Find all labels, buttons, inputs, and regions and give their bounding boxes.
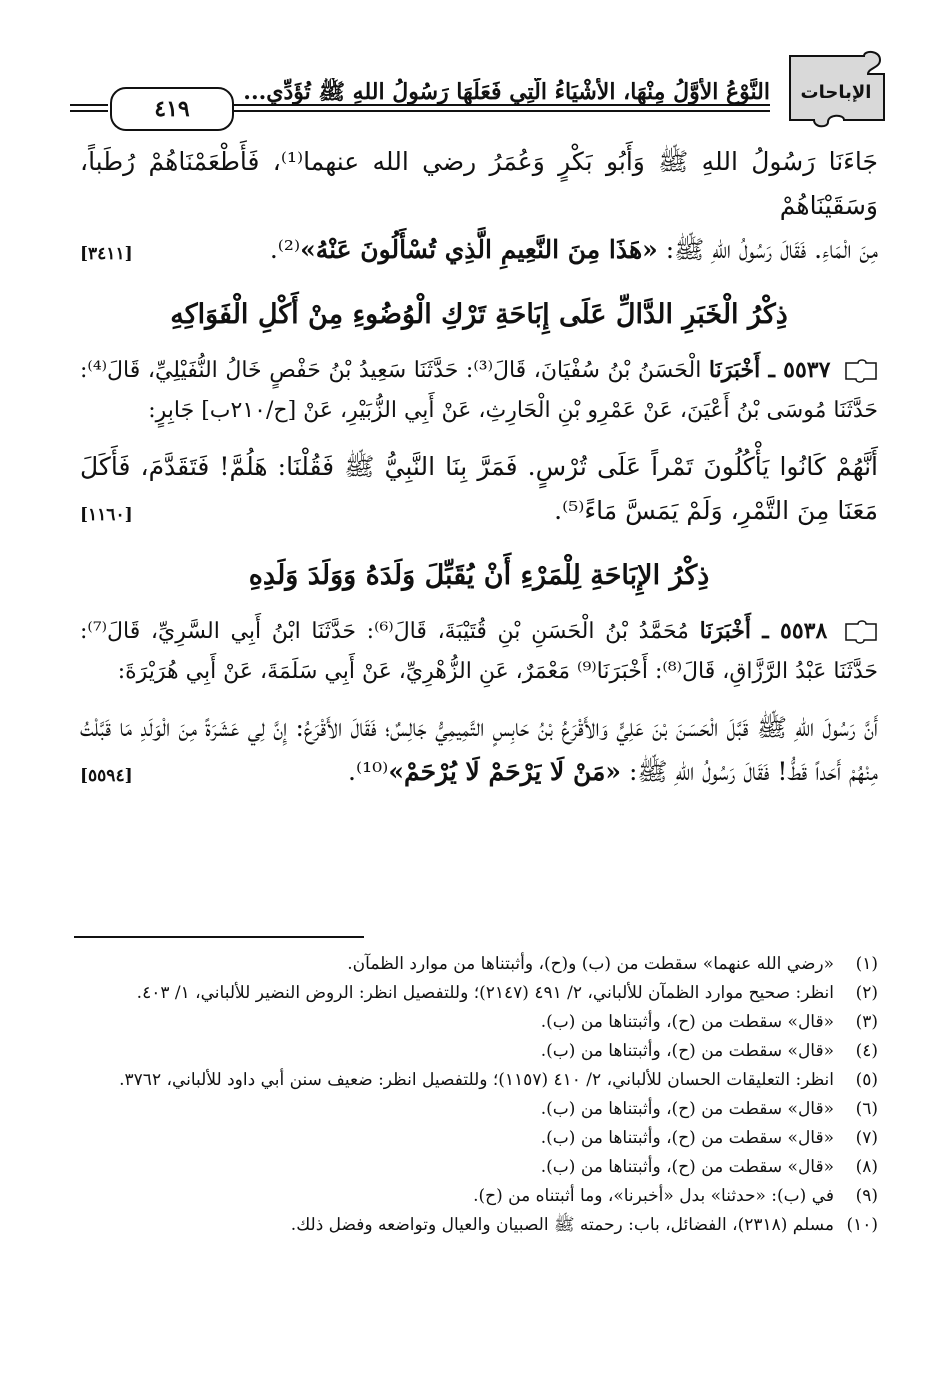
footnote: [80, 979, 878, 1008]
hadith-text: [80, 445, 878, 533]
footnote: [80, 1037, 878, 1066]
hadith-reference: [٥٥٩٤]: [80, 766, 133, 786]
footnote-number: (٤): [855, 1041, 878, 1061]
isnad-text: مُحَمَّدُ بْنُ الْحَسَنِ بْنِ قُتَيْبَةَ، قَالَ⁽⁶⁾: حَدَّثَنَا ابْنُ أَبِي السَّرِيِّ، قَالَ⁽⁷⁾: حَدَّثَنَا عَبْدُ الرَّزَّاقِ، قَالَ⁽⁸⁾: أَخْبَرَنَا⁽⁹⁾ مَعْمَرٌ، عَنِ الزُّهْرِيِّ، عَنْ أَبِي سَلَمَةَ، عَنْ أَبِي هُرَيْرَةَ:: [80, 619, 878, 684]
hadith-text: [80, 140, 878, 228]
hadith-reference: [٣٤١١]: [80, 244, 133, 264]
footnote-marker: ⁽¹⁰⁾.: [348, 757, 389, 786]
footnote-number: (٢): [855, 983, 878, 1003]
puzzle-piece-icon: [844, 620, 878, 644]
footnotes: [80, 950, 878, 1240]
footnote: [80, 1066, 878, 1095]
footnote: [80, 1008, 878, 1037]
footnote-number: (١): [855, 954, 878, 974]
header-rule: [234, 110, 770, 112]
prophetic-quote: «هَذَا مِنَ النَّعِيمِ الَّذِي تُسْأَلُونَ عَنْهُ»: [300, 235, 658, 264]
footnote-number: (٨): [855, 1157, 878, 1177]
chapter-puzzle-badge-icon: [784, 48, 890, 128]
footnote-number: (٣): [855, 1012, 878, 1032]
footnote-separator: [74, 936, 364, 938]
hadith-text: [80, 228, 878, 272]
puzzle-piece-icon: [844, 359, 878, 383]
footnote: [80, 1182, 878, 1211]
hadith-text: [80, 706, 878, 794]
hadith-text-body: أَنَّهُمْ كَانُوا يَأْكُلُونَ تَمْراً عَلَى تُرْسٍ. فَمَرَّ بِنَا النَّبِيُّ ﷺ فَقُلْنَا: هَلُمَّ! فَتَقَدَّمَ، فَأَكَلَ مَعَنَا مِنَ التَّمْرِ، وَلَمْ يَمَسَّ مَاءً⁽⁵⁾.: [80, 452, 878, 525]
svg-text:الإباحات: الإباحات: [800, 82, 872, 103]
footnote: [80, 1153, 878, 1182]
isnad-text: الْحَسَنُ بْنُ سُفْيَانَ، قَالَ⁽³⁾: حَدَّثَنَا سَعِيدُ بْنُ حَفْصٍ خَالُ النُّفَيْلِيِّ، قَالَ⁽⁴⁾: حَدَّثَنَا مُوسَى بْنُ أَعْيَنَ، عَنْ عَمْرِو بْنِ الْحَارِثِ، عَنْ أَبِي الزُّبَيْرِ، عَنْ [ح/٢١٠ب] جَابِرٍ:: [80, 358, 878, 423]
footnote: [80, 1124, 878, 1153]
footnote-number: (٧): [855, 1128, 878, 1148]
footnote-text: في (ب): «حدثنا» بدل «أخبرنا»، وما أثبتناه من (ح).: [473, 1186, 834, 1206]
footnote-text: «قال» سقطت من (ح)، وأثبتناها من (ب).: [540, 1012, 834, 1032]
section-heading: ذِكْرُ الإِبَاحَةِ لِلْمَرْءِ أَنْ يُقَبِّلَ وَلَدَهُ وَوَلَدَ وَلَدِهِ: [248, 560, 710, 591]
footnote-text: «قال» سقطت من (ح)، وأثبتناها من (ب).: [540, 1099, 834, 1119]
footnote-marker: ⁽²⁾.: [269, 235, 301, 264]
page-header: [70, 40, 890, 120]
footnote-text: مسلم (٢٣١٨)، الفضائل، باب: رحمته ﷺ الصبيان والعيال وتواضعه وفضل ذلك.: [290, 1215, 834, 1235]
main-text: [80, 140, 878, 798]
hadith-text-line: جَاءَنَا رَسُولُ اللهِ ﷺ وَأَبُو بَكْرٍ وَعُمَرُ رضي الله عنهما⁽¹⁾، فَأَطْعَمْنَاهُمْ رُطَباً، وَسَقَيْنَاهُمْ: [80, 147, 879, 220]
footnote-number: (٩): [855, 1186, 878, 1206]
hadith-number: ٥٥٣٧ ـ أَخْبَرَنَا: [708, 357, 831, 383]
footnote-text: انظر: التعليقات الحسان للألباني، ٢/ ٤١٠ (١١٥٧)؛ وللتفصيل انظر: ضعيف سنن أبي داود للألباني، ٣٧٦٢.: [119, 1070, 834, 1090]
footnote: [80, 950, 878, 979]
header-rule: [234, 104, 770, 106]
isnad-chain: [80, 611, 878, 692]
footnote-text: انظر: صحيح موارد الظمآن للألباني، ٢/ ٤٩١ (٢١٤٧)؛ وللتفصيل انظر: الروض النضير للألباني، ١/ ٤٠٣.: [136, 983, 834, 1003]
footnote-number: (٥): [855, 1070, 878, 1090]
page-number: ٤١٩: [110, 87, 234, 131]
header-rule: [70, 104, 108, 106]
header-rule: [70, 110, 108, 112]
prophetic-quote: «مَنْ لَا يَرْحَمْ لَا يُرْحَمْ»: [388, 757, 622, 786]
footnote-number: (١٠): [846, 1215, 878, 1235]
footnote: [80, 1211, 878, 1240]
footnote-number: (٦): [855, 1099, 878, 1119]
footnote-text: «رضي الله عنهما» سقطت من (ب) و(ح)، وأثبتناها من موارد الظمآن.: [347, 954, 834, 974]
isnad-chain: [80, 350, 878, 431]
hadith-text-body: أَنَّ رَسُولَ اللهِ ﷺ قَبَّلَ الْحَسَنَ بْنَ عَلِيٍّ وَالأَقْرَعُ بْنُ حَابِسٍ التَّمِيمِيُّ جَالِسٌ؛ فَقَالَ الأَقْرَعُ: إِنَّ لِي عَشَرَةً مِنَ الْوَلَدِ مَا قَبَّلْتُ مِنْهُمْ أَحَداً قَطُّ! فَقَالَ رَسُولُ اللهِ ﷺ:: [80, 713, 878, 786]
section-heading: ذِكْرُ الْخَبَرِ الدَّالِّ عَلَى إِبَاحَةِ تَرْكِ الْوُضُوءِ مِنْ أَكْلِ الْفَوَاكِهِ: [170, 299, 788, 330]
hadith-reference: [١١٦٠]: [80, 505, 133, 525]
running-title: النَّوْعُ الأَوَّلُ مِنْهَا، الأَشْيَاءُ الَّتِي فَعَلَهَا رَسُولُ اللهِ ﷺ تُؤَدِّي...: [243, 79, 770, 105]
footnote: [80, 1095, 878, 1124]
hadith-text-line: مِنَ الْمَاءِ. فَقَالَ رَسُولُ اللهِ ﷺ:: [657, 235, 878, 264]
footnote-text: «قال» سقطت من (ح)، وأثبتناها من (ب).: [540, 1128, 834, 1148]
footnote-text: «قال» سقطت من (ح)، وأثبتناها من (ب).: [540, 1157, 834, 1177]
footnote-text: «قال» سقطت من (ح)، وأثبتناها من (ب).: [540, 1041, 834, 1061]
hadith-number: ٥٥٣٨ ـ أَخْبَرَنَا: [699, 618, 828, 644]
